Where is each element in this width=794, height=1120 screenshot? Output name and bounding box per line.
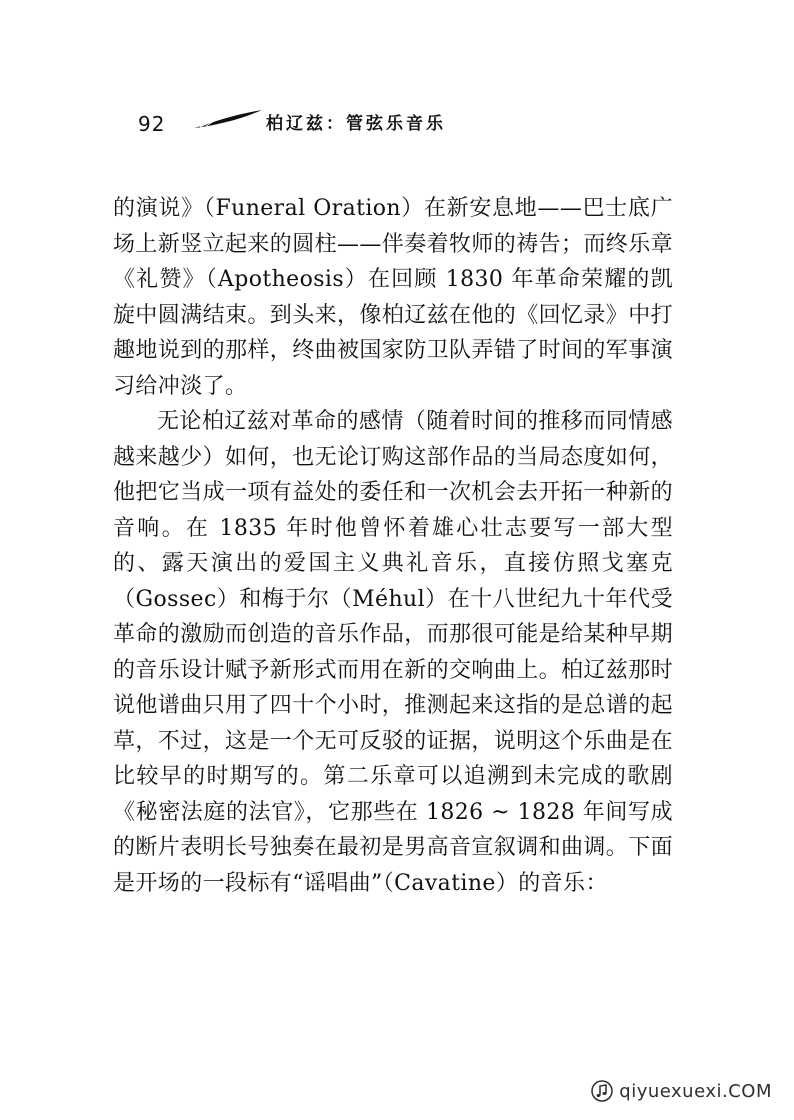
paragraph-1: 的演说》（Funeral Oration）在新安息地——巴士底广场上新竖立起来的圆柱——伴奏着牧师的祷告；而终乐章《礼赞》（Apotheosis）在回顾 1830 年革命荣耀的凯旋中圆满结束。到头来，像柏辽兹在他的《回忆录》中打趣地说到的那样，终曲被国家防卫队弄错了时间的军事演习给冲淡了。: [113, 196, 674, 399]
paragraph-2: 无论柏辽兹对革命的感情（随着时间的推移而同情感越来越少）如何，也无论订购这部作品的当局态度如何，他把它当成一项有益处的委任和一次机会去开拓一种新的音响。在 1835 年时他曾怀着雄心壮志要写一部大型的、露天演出的爱国主义典礼音乐，直接仿照戈塞克（Gossec）和梅于尔（Méhul）在十八世纪九十年代受革命的激励而创造的音乐作品，而那很可能是给某种早期的音乐设计赋予新形式而用在新的交响曲上。柏辽兹那时说他谱曲只用了四十个小时，推测起来这指的是总谱的起草，不过，这是一个无可反驳的证据，说明这个乐曲是在比较早的时期写的。第二乐章可以追溯到未完成的歌剧《秘密法庭的法官》，它那些在 1826 ~ 1828 年间写成的断片表明长号独奏在最初是男高音宣叙调和曲调。下面是开场的一段标有“谣唱曲”（Cavatine）的音乐：: [113, 409, 674, 896]
watermark: [591, 1080, 772, 1102]
page-header: [138, 108, 658, 138]
music-note-logo-icon: [591, 1080, 613, 1102]
feather-quill-icon: [192, 108, 264, 130]
page-number: 92: [138, 112, 166, 136]
watermark-text: qiyuexuexi.COM: [619, 1080, 772, 1102]
body-text: [113, 191, 673, 901]
running-title: 柏辽兹：管弦乐音乐: [266, 114, 446, 134]
